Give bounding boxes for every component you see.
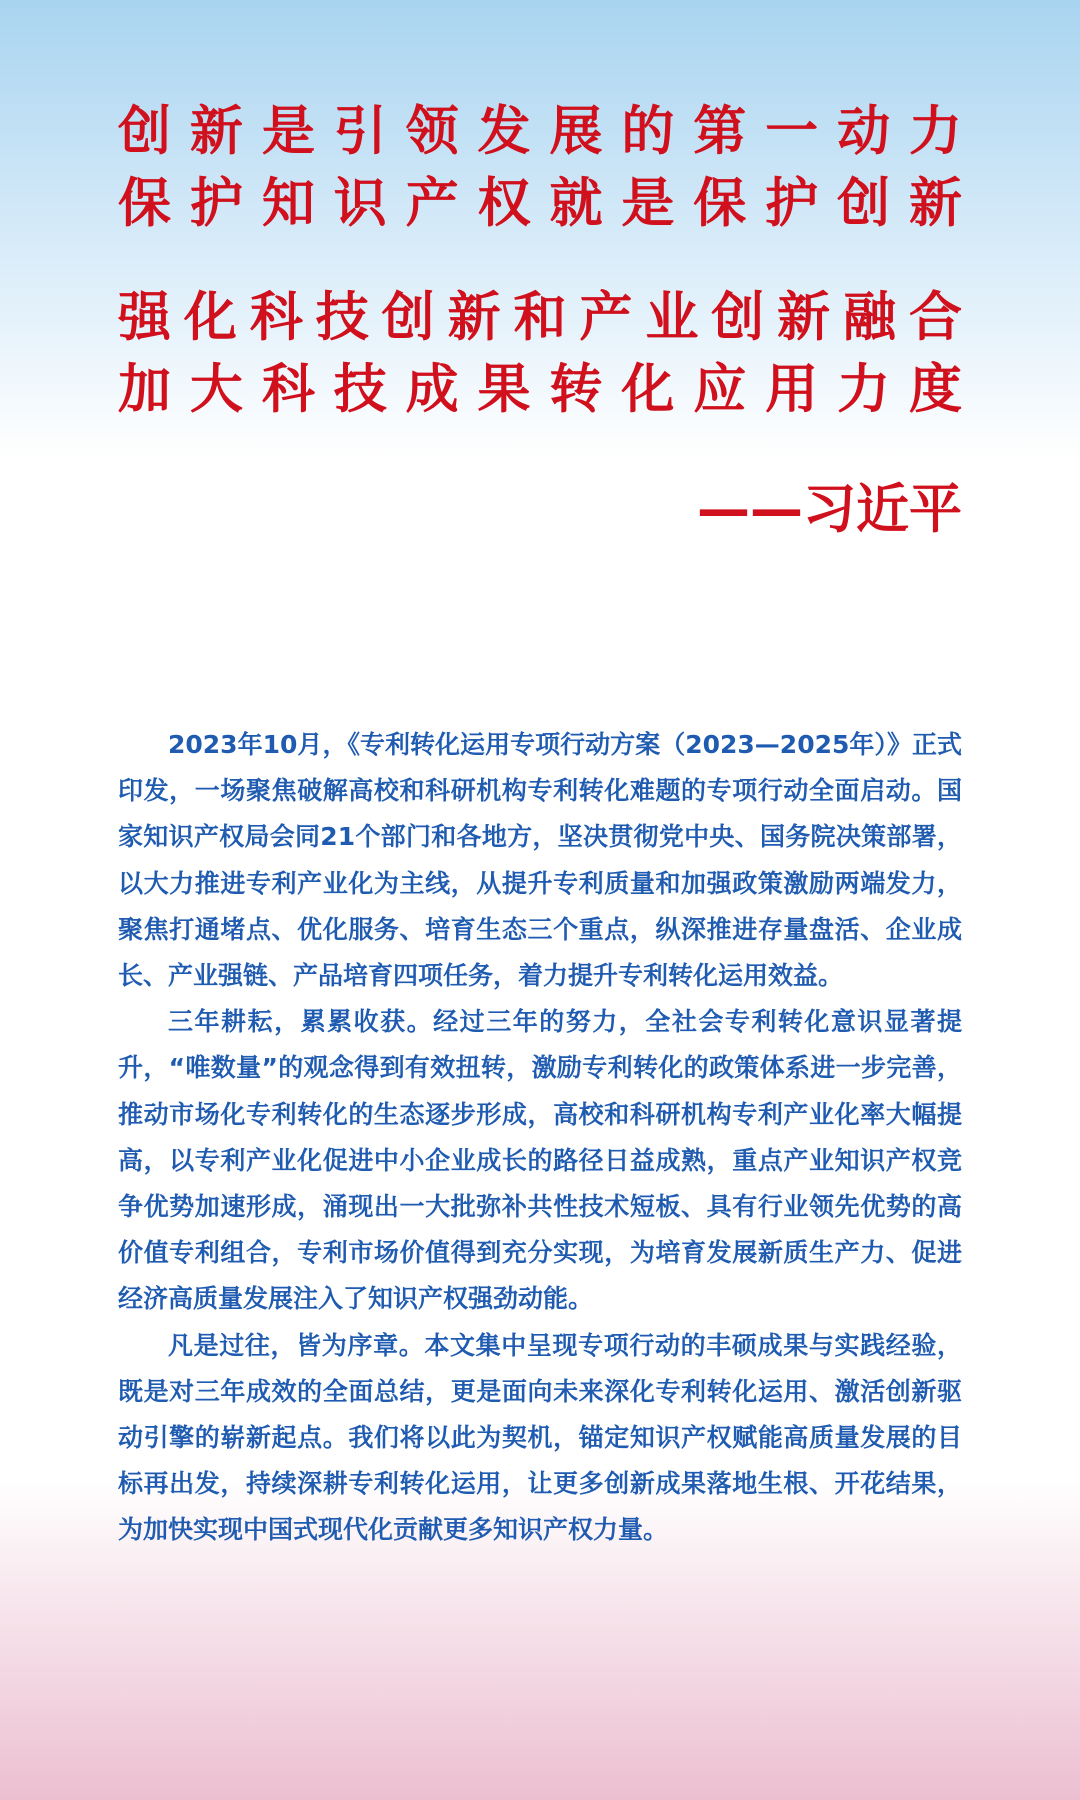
paragraph-3: 凡是过往，皆为序章。本文集中呈现专项行动的丰硕成果与实践经验，既是对三年成效的全面总结，更是面向未来深化专利转化运用、激活创新驱动引擎的崭新起点。我们将以此为契机，锚定知识产权赋能高质量发展的目标再出发，持续深耕专利转化运用，让更多创新成果落地生根、开花结果，为加快实现中国式现代化贡献更多知识产权力量。 — [118, 1330, 962, 1545]
quote-line-4: 加大科技成果转化应用力度 — [118, 359, 962, 420]
quote-line-3: 强化科技创新和产业创新融合 — [118, 287, 962, 348]
quote-line-1: 创新是引领发展的第一动力 — [118, 101, 962, 162]
paragraph-1: 2023年10月，《专利转化运用专项行动方案（2023—2025年）》正式印发，一场聚焦破解高校和科研机构专利转化难题的专项行动全面启动。国家知识产权局会同21个部门和各地方，坚决贯彻党中央、国务院决策部署，以大力推进专利产业化为主线，从提升专利质量和加强政策激励两端发力，聚焦打通堵点、优化服务、培育生态三个重点，纵深推进存量盘活、企业成长、产业强链、产品培育四项任务，着力提升专利转化运用效益。 — [118, 730, 962, 991]
paragraph-2: 三年耕耘，累累收获。经过三年的努力，全社会专利转化意识显著提升，“唯数量”的观念得到有效扭转，激励专利转化的政策体系进一步完善，推动市场化专利转化的生态逐步形成，高校和科研机构专利产业化率大幅提高，以专利产业化促进中小企业成长的路径日益成熟，重点产业知识产权竞争优势加速形成，涌现出一大批弥补共性技术短板、具有行业领先优势的高价值专利组合，专利市场价值得到充分实现，为培育发展新质生产力、促进经济高质量发展注入了知识产权强劲动能。 — [118, 1007, 962, 1314]
quote-block — [118, 96, 962, 426]
quote-line-2: 保护知识产权就是保护创新 — [118, 173, 962, 234]
quote-divider-space — [118, 240, 962, 282]
preface-body — [118, 722, 962, 1554]
quote-author: ——习近平 — [697, 479, 962, 540]
